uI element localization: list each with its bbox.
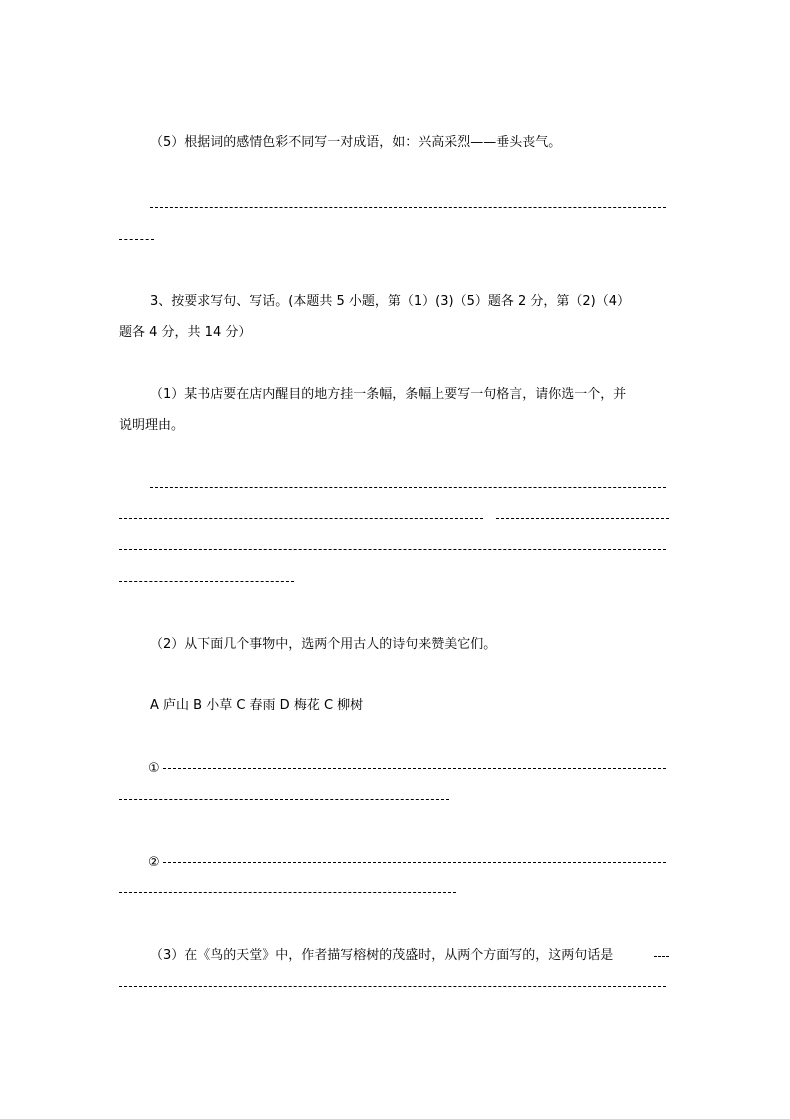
answer-line <box>119 581 294 582</box>
question-3-1-line-2: 说明理由。 <box>119 418 185 433</box>
question-3-1-line-1: （1）某书店要在店内醒目的地方挂一条幅，条幅上要写一句格言，请你选一个，并 <box>150 387 627 402</box>
answer-line <box>119 239 154 240</box>
answer-line <box>150 487 666 488</box>
answer-line <box>150 207 666 208</box>
section-3-header-line-1: 3、按要求写句、写话。(本题共 5 小题，第（1）(3)（5）题各 2 分，第（2)（4） <box>150 294 630 309</box>
section-3-header-line-2: 题各 4 分，共 14 分） <box>119 325 252 340</box>
answer-line <box>119 518 483 519</box>
question-2-5: （5）根据词的感情色彩不同写一对成语，如：兴高采烈——垂头丧气。 <box>150 135 562 150</box>
answer-line <box>119 549 666 550</box>
answer-marker-2: ② <box>148 855 160 870</box>
answer-line <box>654 956 669 957</box>
answer-line <box>119 892 456 893</box>
answer-line <box>163 862 666 863</box>
answer-line <box>163 768 666 769</box>
answer-line <box>119 986 666 987</box>
answer-marker-1: ① <box>148 761 160 776</box>
answer-line <box>496 518 669 519</box>
question-3-3: （3）在《鸟的天堂》中，作者描写榕树的茂盛时，从两个方面写的，这两句话是 <box>150 948 614 963</box>
question-3-2-options: A 庐山 B 小草 C 春雨 D 梅花 C 柳树 <box>150 698 364 713</box>
answer-line <box>119 799 449 800</box>
question-3-2: （2）从下面几个事物中，选两个用古人的诗句来赞美它们。 <box>150 637 497 652</box>
